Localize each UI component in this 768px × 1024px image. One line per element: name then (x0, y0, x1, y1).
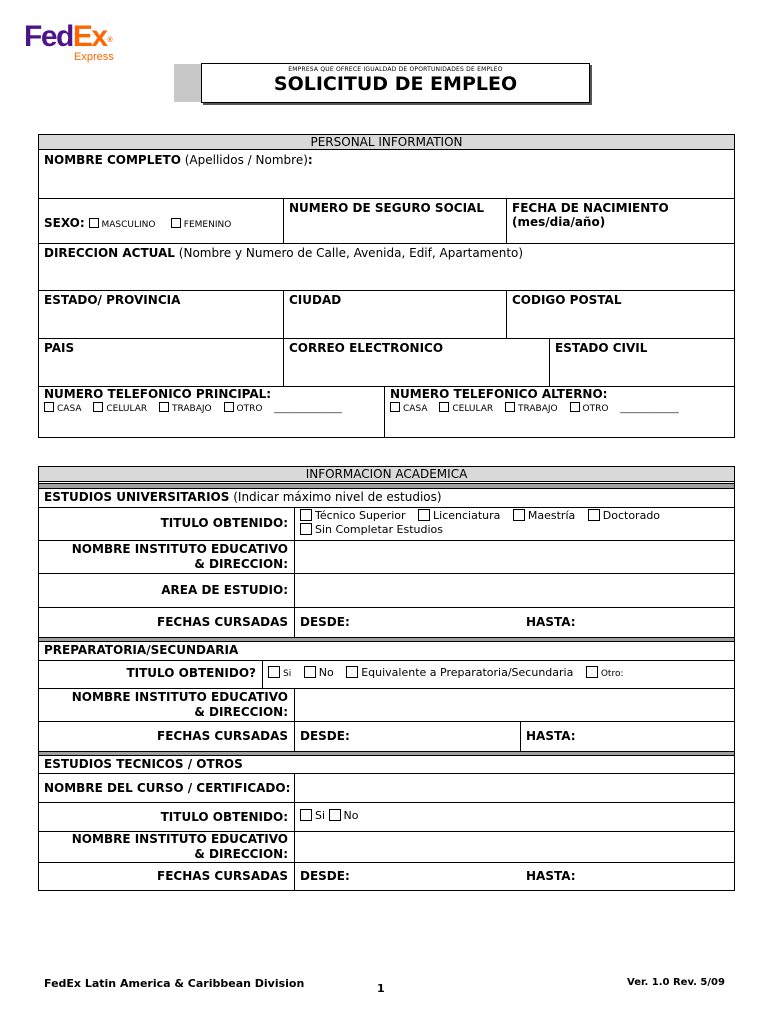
ciudad-field[interactable] (283, 290, 506, 338)
codigo-postal-field[interactable] (506, 290, 734, 338)
tecnicos-si-checkbox[interactable] (300, 809, 312, 821)
telefono-principal-field (39, 386, 384, 438)
prepa-si-label: Si (283, 669, 292, 679)
univ-fechas-input[interactable] (294, 607, 734, 637)
tecnicos-instituto-line1: NOMBRE INSTITUTO EDUCATIVO (71, 832, 288, 846)
telefono-alterno-label: NUMERO TELEFONICO ALTERNO: (390, 387, 608, 401)
logo-ex: Ex (72, 20, 107, 53)
masculino-label: MASCULINO (101, 220, 156, 230)
univ-hasta-label: HASTA: (526, 615, 576, 629)
area-estudio-input[interactable] (294, 573, 734, 607)
maestria-label: Maestría (527, 509, 576, 522)
femenino-checkbox[interactable] (171, 218, 181, 228)
licenciatura-label: Licenciatura (433, 509, 501, 522)
fedex-logo (24, 20, 114, 63)
prepa-titulo-options (262, 660, 734, 688)
tel2-trabajo-checkbox[interactable] (505, 402, 515, 412)
page-title: SOLICITUD DE EMPLEO (273, 73, 518, 95)
tecnicos-section (39, 755, 734, 774)
univ-instituto-label (39, 540, 294, 573)
tel2-otro-checkbox[interactable] (570, 402, 580, 412)
prepa-no-checkbox[interactable] (304, 666, 316, 678)
logo-registered: ® (107, 37, 113, 44)
tel1-trabajo-label: TRABAJO (172, 404, 212, 414)
univ-titulo-label: TITULO OBTENIDO: (39, 507, 294, 540)
tel2-celular-label: CELULAR (452, 404, 494, 414)
univ-instituto-line2: & DIRECCION: (194, 557, 288, 571)
tecnicos-titulo-options (294, 802, 734, 831)
tecnicos-fechas-label: FECHAS CURSADAS (39, 862, 294, 890)
title-decoration (174, 64, 204, 102)
equivalente-label: Equivalente a Preparatoria/Secundaria (361, 666, 574, 679)
univ-instituto-line1: NOMBRE INSTITUTO EDUCATIVO (71, 542, 288, 556)
logo-express: Express (74, 51, 114, 63)
tel2-otro-blank[interactable]: _____________ (620, 404, 679, 414)
curso-label: NOMBRE DEL CURSO / CERTIFICADO: (39, 773, 294, 802)
tel1-casa-label: CASA (57, 404, 82, 414)
prepa-instituto-input[interactable] (294, 688, 734, 721)
tel1-otro-label: OTRO (236, 404, 263, 414)
direccion-hint: (Nombre y Numero de Calle, Avenida, Edif, Apartamento) (178, 246, 524, 260)
tecnico-checkbox[interactable] (300, 509, 312, 521)
prepa-otro-checkbox[interactable] (586, 666, 598, 678)
fecha-nacimiento-label: FECHA DE NACIMIENTO (512, 201, 669, 215)
telefono-alterno-field (384, 386, 734, 438)
ciudad-label: CIUDAD (289, 293, 342, 307)
seguro-social-label: NUMERO DE SEGURO SOCIAL (289, 201, 484, 215)
prepa-no-label: No (318, 666, 334, 679)
prepa-titulo-label: TITULO OBTENIDO? (39, 660, 262, 688)
seguro-social-field[interactable] (283, 198, 506, 243)
tel2-celular-checkbox[interactable] (439, 402, 449, 412)
academic-info-table (38, 466, 735, 891)
tel1-otro-checkbox[interactable] (224, 402, 234, 412)
doctorado-label: Doctorado (602, 509, 661, 522)
univ-instituto-input[interactable] (294, 540, 734, 573)
tecnicos-label: ESTUDIOS TECNICOS / OTROS (44, 757, 243, 771)
nombre-label: NOMBRE COMPLETO (44, 153, 181, 167)
codigo-postal-label: CODIGO POSTAL (512, 293, 622, 307)
direccion-label: DIRECCION ACTUAL (44, 246, 175, 260)
tel2-casa-checkbox[interactable] (390, 402, 400, 412)
prepa-hasta-input[interactable] (520, 721, 734, 751)
tel2-casa-label: CASA (403, 404, 428, 414)
prepa-hasta-label: HASTA: (526, 729, 576, 743)
univ-titulo-options (294, 507, 734, 540)
prepa-desde-input[interactable] (294, 721, 520, 751)
fecha-nacimiento-format: (mes/dia/año) (512, 215, 606, 229)
preparatoria-section (39, 641, 734, 661)
curso-input[interactable] (294, 773, 734, 802)
universitarios-label: ESTUDIOS UNIVERSITARIOS (44, 490, 230, 504)
tecnicos-instituto-line2: & DIRECCION: (194, 847, 288, 861)
tecnico-label: Técnico Superior (315, 509, 406, 522)
masculino-checkbox[interactable] (89, 218, 99, 228)
footer-version: Ver. 1.0 Rev. 5/09 (627, 977, 725, 988)
personal-info-table (38, 134, 735, 438)
correo-label: CORREO ELECTRONICO (289, 341, 444, 355)
univ-fechas-label: FECHAS CURSADAS (39, 607, 294, 637)
personal-info-heading: PERSONAL INFORMATION (39, 135, 734, 150)
sexo-field (39, 198, 283, 243)
tel2-otro-label: OTRO (582, 404, 609, 414)
licenciatura-checkbox[interactable] (418, 509, 430, 521)
tecnicos-si-label: Si (315, 809, 326, 822)
footer-division: FedEx Latin America & Caribbean Division (44, 977, 305, 990)
title-box (201, 63, 590, 103)
nombre-hint: (Apellidos / Nombre) (184, 153, 308, 167)
prepa-instituto-line2: & DIRECCION: (194, 705, 288, 719)
direccion-field[interactable] (39, 243, 734, 291)
pais-field[interactable] (39, 338, 283, 386)
tecnicos-desde-label: DESDE: (300, 869, 350, 883)
prepa-si-checkbox[interactable] (268, 666, 280, 678)
tel1-celular-label: CELULAR (106, 404, 148, 414)
tecnicos-instituto-input[interactable] (294, 831, 734, 862)
tecnicos-hasta-label: HASTA: (526, 869, 576, 883)
tecnicos-no-checkbox[interactable] (329, 809, 341, 821)
univ-desde-label: DESDE: (300, 615, 350, 629)
area-estudio-label: AREA DE ESTUDIO: (39, 573, 294, 607)
tecnicos-fechas-input[interactable] (294, 862, 734, 890)
sin-completar-label: Sin Completar Estudios (315, 523, 443, 536)
logo-fed: Fed (24, 20, 73, 53)
preparatoria-label: PREPARATORIA/SECUNDARIA (44, 643, 239, 657)
femenino-label: FEMENINO (183, 220, 232, 230)
tecnicos-titulo-label: TITULO OBTENIDO: (39, 802, 294, 831)
title-subtitle: EMPRESA QUE OFRECE IGUALDAD DE OPORTUNIDADES DE EMPLEO (288, 66, 503, 73)
sexo-label: SEXO: (44, 216, 85, 230)
prepa-fechas-label: FECHAS CURSADAS (39, 721, 294, 751)
maestria-checkbox[interactable] (513, 509, 525, 521)
equivalente-checkbox[interactable] (346, 666, 358, 678)
prepa-instituto-line1: NOMBRE INSTITUTO EDUCATIVO (71, 690, 288, 704)
tel1-casa-checkbox[interactable] (44, 402, 54, 412)
estado-field[interactable] (39, 290, 283, 338)
estado-civil-field[interactable] (549, 338, 734, 386)
tel1-trabajo-checkbox[interactable] (159, 402, 169, 412)
tel1-celular-checkbox[interactable] (93, 402, 103, 412)
prepa-otro-label: Otro: (600, 669, 624, 679)
correo-field[interactable] (283, 338, 549, 386)
academic-info-heading: INFORMACION ACADEMICA (39, 467, 734, 482)
pais-label: PAIS (44, 341, 75, 355)
tel2-trabajo-label: TRABAJO (518, 404, 558, 414)
nombre-field[interactable] (39, 151, 734, 199)
universitarios-section (39, 488, 734, 508)
universitarios-hint: (Indicar máximo nivel de estudios) (233, 490, 442, 504)
tecnicos-instituto-label (39, 831, 294, 862)
estado-label: ESTADO/ PROVINCIA (44, 293, 181, 307)
nombre-colon: : (307, 153, 313, 167)
doctorado-checkbox[interactable] (588, 509, 600, 521)
telefono-principal-label: NUMERO TELEFONICO PRINCIPAL: (44, 387, 272, 401)
fecha-nacimiento-field[interactable] (506, 198, 734, 243)
estado-civil-label: ESTADO CIVIL (555, 341, 648, 355)
prepa-instituto-label (39, 688, 294, 721)
sin-completar-checkbox[interactable] (300, 523, 312, 535)
tel1-otro-blank[interactable]: _______________ (274, 404, 342, 414)
prepa-desde-label: DESDE: (300, 729, 350, 743)
footer-page-number: 1 (377, 982, 385, 995)
tecnicos-no-label: No (343, 809, 359, 822)
